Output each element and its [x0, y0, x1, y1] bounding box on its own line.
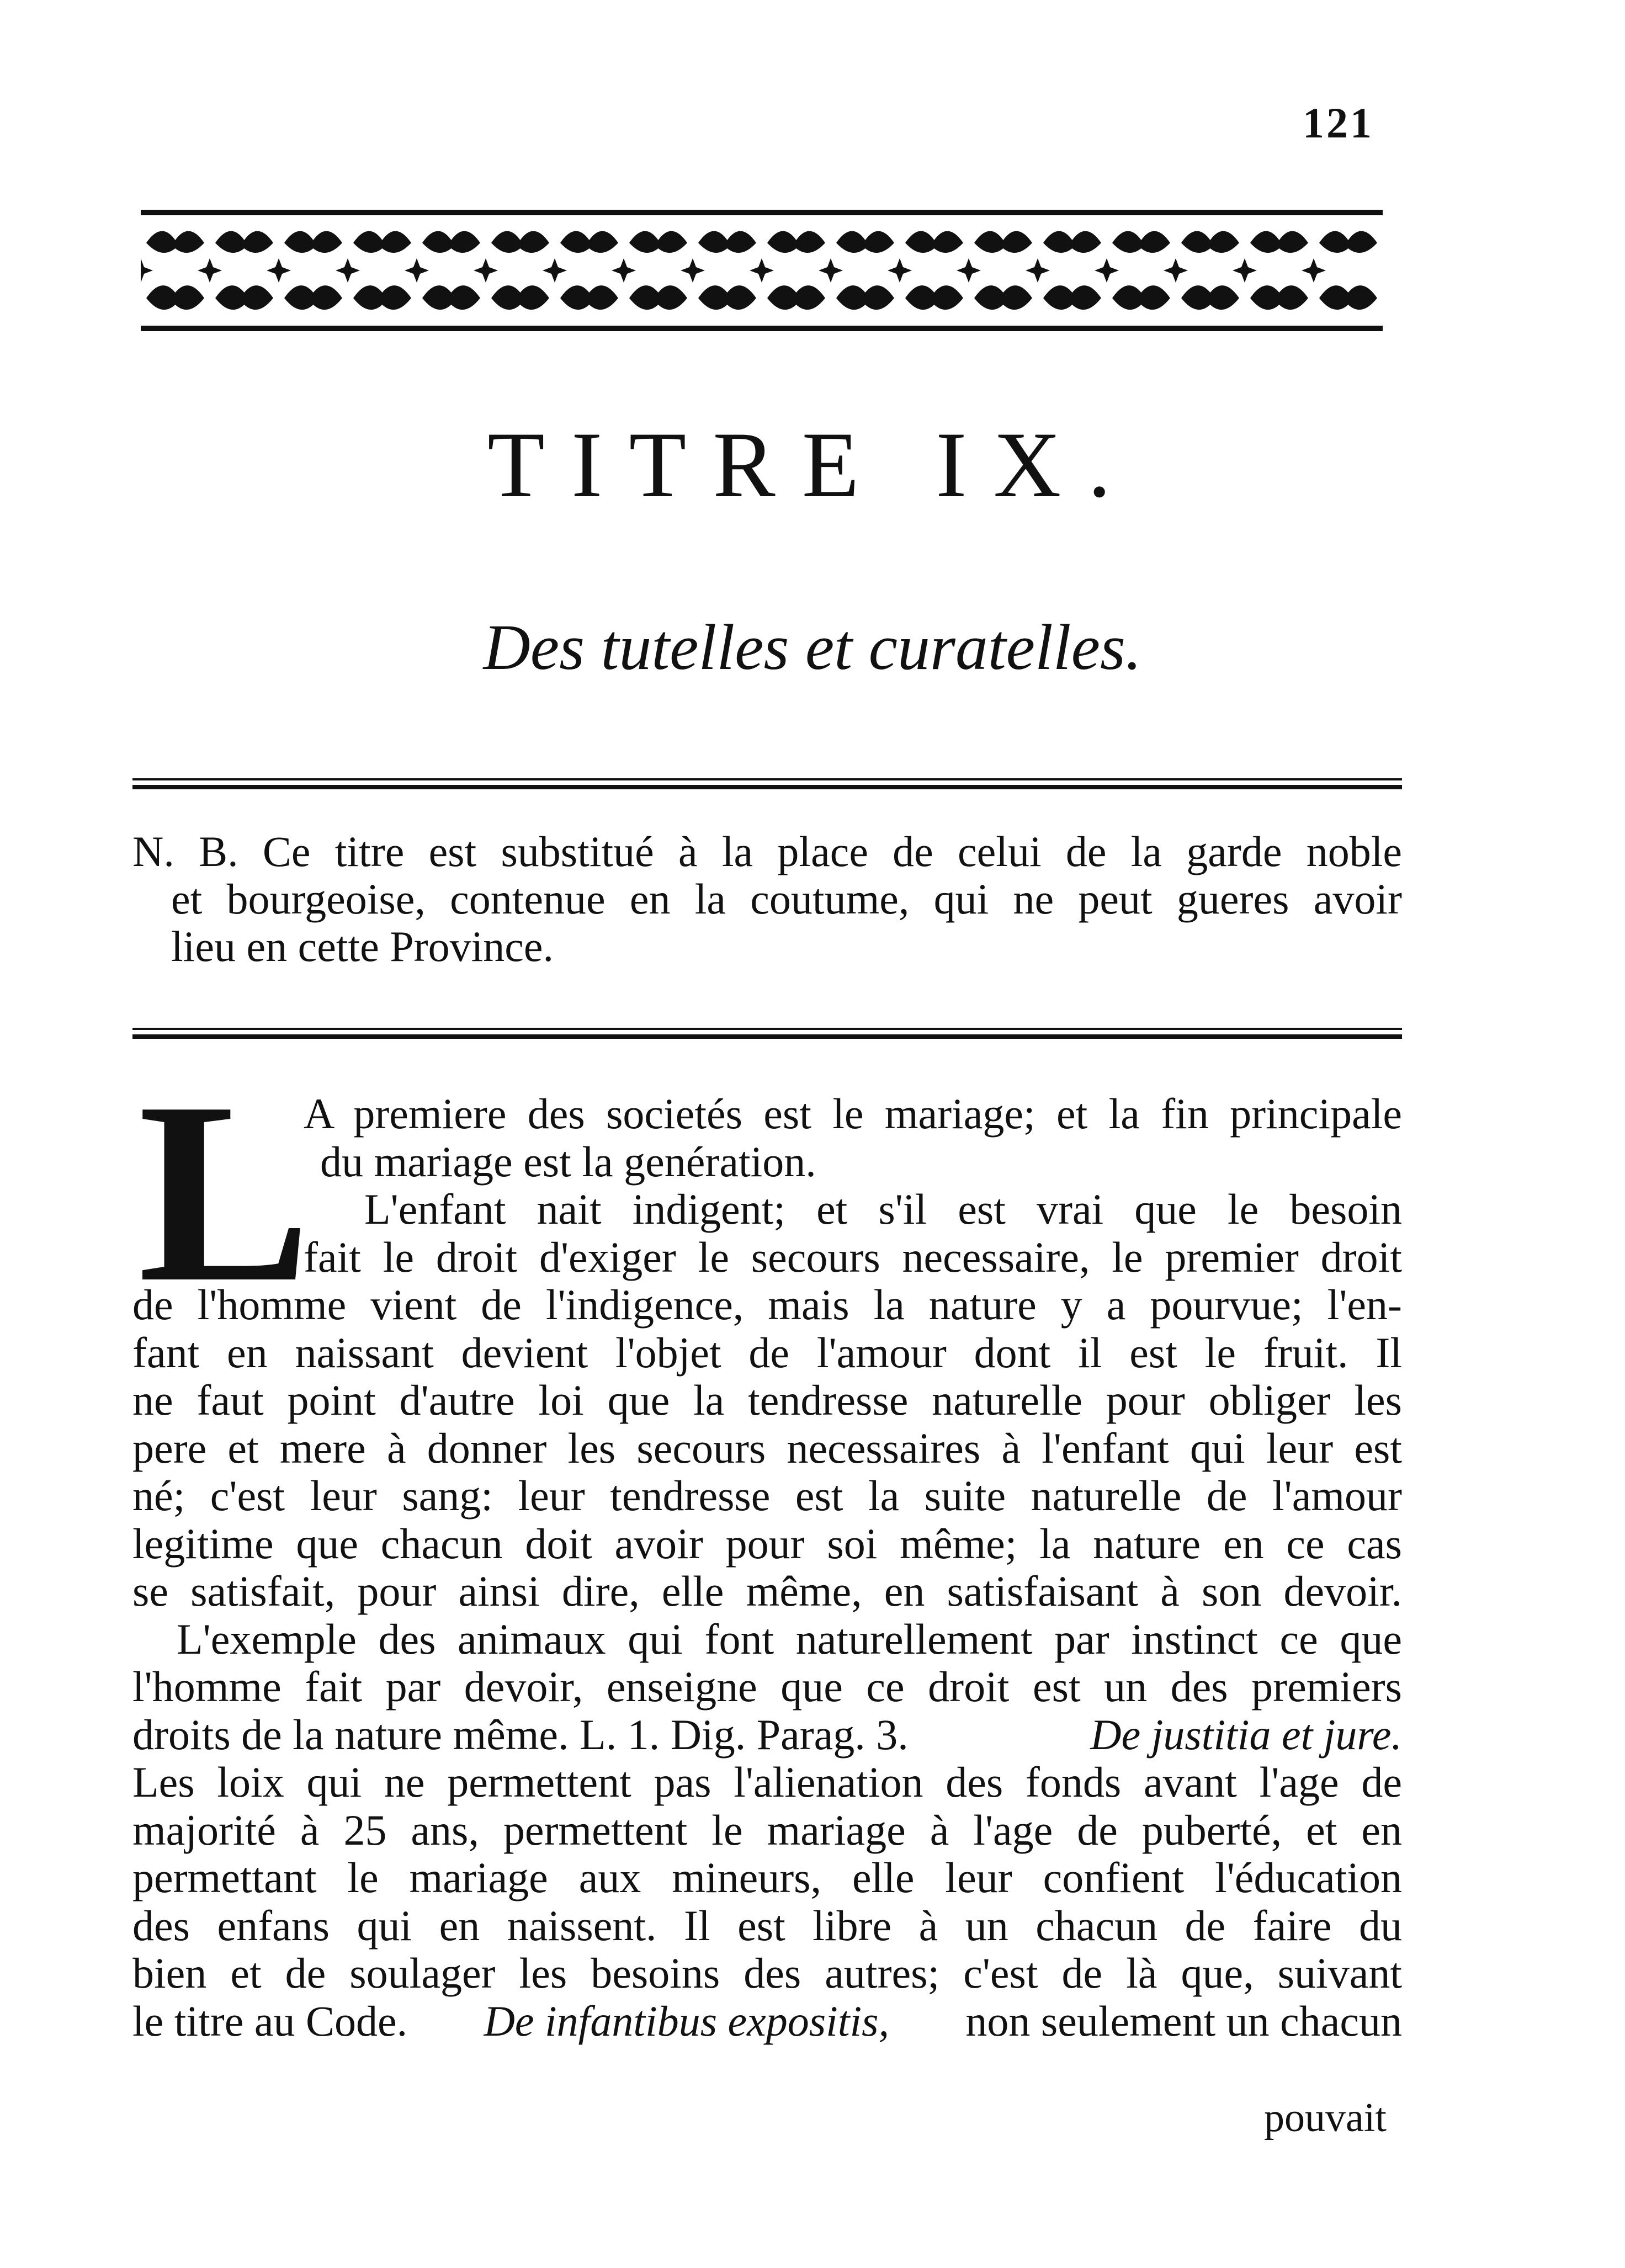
note-line: et bourgeoise, contenue en la coutume, qui ne peut gueres avoir: [171, 875, 1402, 923]
body-line: Les loix qui ne permettent pas l'alienation des fonds avant l'age de: [132, 1758, 1402, 1806]
ornament-leaf-bottom: [767, 285, 825, 310]
ornament-leaf-top: [1112, 231, 1170, 253]
ornament-star: [543, 258, 567, 283]
ornament-star: [750, 258, 774, 283]
ornament-leaf-top: [698, 231, 756, 253]
ornament-star: [819, 258, 843, 283]
ornament-leaf-top: [146, 231, 204, 253]
ornament-star: [1302, 258, 1326, 283]
ornament-leaf-top: [491, 231, 549, 253]
ornament-leaf-top: [629, 231, 687, 253]
catchword: pouvait: [1264, 2095, 1387, 2140]
ornament-star: [1026, 258, 1050, 283]
ornament-star: [1095, 258, 1119, 283]
chapter-subtitle: Des tutelles et curatelles.: [483, 611, 1142, 683]
body-line: legitime que chacun doit avoir pour soi même; la nature en ce cas: [132, 1519, 1402, 1568]
note-line: lieu en cette Province.: [171, 922, 554, 970]
body-line: L'exemple des animaux qui font naturellement par instinct ce que: [177, 1614, 1402, 1663]
body-line: se satisfait, pour ainsi dire, elle même, en satisfaisant à son devoir.: [132, 1567, 1402, 1615]
ornament-star: [1164, 258, 1188, 283]
body-line: A premiere des societés est le mariage; et la fin principale: [304, 1090, 1402, 1138]
citation-text: droits de la nature même. L. 1. Dig. Parag. 3.: [132, 1710, 909, 1759]
body-line: du mariage est la genération.: [320, 1137, 816, 1186]
ornament-leaf-bottom: [698, 285, 756, 310]
ornament-leaf-top: [353, 231, 411, 253]
body-line-end: non seulement un chacun: [965, 1996, 1402, 2045]
body-line: permettant le mariage aux mineurs, elle leur confient l'éducation: [132, 1853, 1402, 1901]
ornament-leaf-top: [560, 231, 618, 253]
body-line: fant en naissant devient l'objet de l'amour dont il est le fruit. Il: [132, 1328, 1402, 1377]
ornament-leaf-top: [215, 231, 273, 253]
ornament-star: [681, 258, 705, 283]
ornament-leaf-bottom: [1181, 285, 1239, 310]
ornament-star: [336, 258, 360, 283]
ornament-leaf-top: [905, 231, 963, 253]
ornament-star: [405, 258, 429, 283]
ornament-leaf-top: [284, 231, 342, 253]
note-line: N. B. Ce titre est substitué à la place de celui de la garde noble: [132, 827, 1402, 875]
ornament-star: [957, 258, 981, 283]
ornament-leaf-bottom: [836, 285, 894, 310]
ornament-star: [141, 258, 153, 283]
body-line: l'homme fait par devoir, enseigne que ce droit est un des premiers: [132, 1663, 1402, 1711]
body-line-with-citation: [132, 1998, 1402, 2046]
top-double-rule: [132, 778, 1402, 789]
ornament-star: [198, 258, 222, 283]
ornament-star: [612, 258, 636, 283]
citation-title: De infantibus expositis,: [484, 1996, 890, 2045]
ornament-leaf-bottom: [905, 285, 963, 310]
body-line: pere et mere à donner les secours necessaires à l'enfant qui leur est: [132, 1424, 1402, 1472]
ornament-leaf-bottom: [1043, 285, 1101, 310]
bottom-double-rule: [132, 1028, 1402, 1039]
ornament-leaf-bottom: [146, 285, 204, 310]
body-line: L'enfant nait indigent; et s'il est vrai que le besoin: [364, 1185, 1402, 1233]
drop-cap: L: [138, 1048, 311, 1336]
ornamental-headpiece: [141, 210, 1383, 331]
ornament-leaf-bottom: [974, 285, 1032, 310]
chapter-title: TITRE IX.: [487, 413, 1138, 517]
ornament-star: [474, 258, 498, 283]
ornament-leaf-bottom: [1319, 285, 1377, 310]
ornament-leaf-top: [767, 231, 825, 253]
page-number: 121: [1303, 99, 1374, 147]
citation-title: De justitia et jure.: [1090, 1710, 1402, 1759]
body-line-with-citation: [132, 1711, 1402, 1759]
ornament-leaf-bottom: [422, 285, 480, 310]
body-line: majorité à 25 ans, permettent le mariage à l'age de puberté, et en: [132, 1805, 1402, 1854]
ornament-star: [267, 258, 291, 283]
ornament-leaf-top: [836, 231, 894, 253]
ornament-leaf-bottom: [1112, 285, 1170, 310]
body-line: fait le droit d'exiger le secours necessaire, le premier droit: [304, 1233, 1402, 1281]
ornament-leaf-top: [1250, 231, 1308, 253]
ornament-leaf-bottom: [353, 285, 411, 310]
body-line: des enfans qui en naissent. Il est libre à un chacun de faire du: [132, 1901, 1402, 1950]
ornament-leaf-top: [422, 231, 480, 253]
ornament-leaf-bottom: [560, 285, 618, 310]
ornament-leaf-bottom: [215, 285, 273, 310]
ornament-leaf-bottom: [491, 285, 549, 310]
body-line: né; c'est leur sang: leur tendresse est la suite naturelle de l'amour: [132, 1472, 1402, 1520]
ornament-leaf-top: [1319, 231, 1377, 253]
body-line: bien et de soulager les besoins des autres; c'est de là que, suivant: [132, 1949, 1402, 1997]
body-line-start: le titre au Code.: [132, 1996, 408, 2045]
ornament-leaf-bottom: [1250, 285, 1308, 310]
body-text: [132, 1048, 1402, 2045]
ornament-star: [1233, 258, 1257, 283]
ornament-leaf-top: [974, 231, 1032, 253]
body-line: de l'homme vient de l'indigence, mais la nature y a pourvue; l'en-: [132, 1281, 1402, 1329]
editorial-note: [132, 828, 1402, 970]
ornament-star: [888, 258, 912, 283]
ornament-leaf-bottom: [284, 285, 342, 310]
ornament-leaf-bottom: [629, 285, 687, 310]
body-line: ne faut point d'autre loi que la tendresse naturelle pour obliger les: [132, 1376, 1402, 1424]
ornament-leaf-top: [1181, 231, 1239, 253]
ornament-leaf-top: [1043, 231, 1101, 253]
